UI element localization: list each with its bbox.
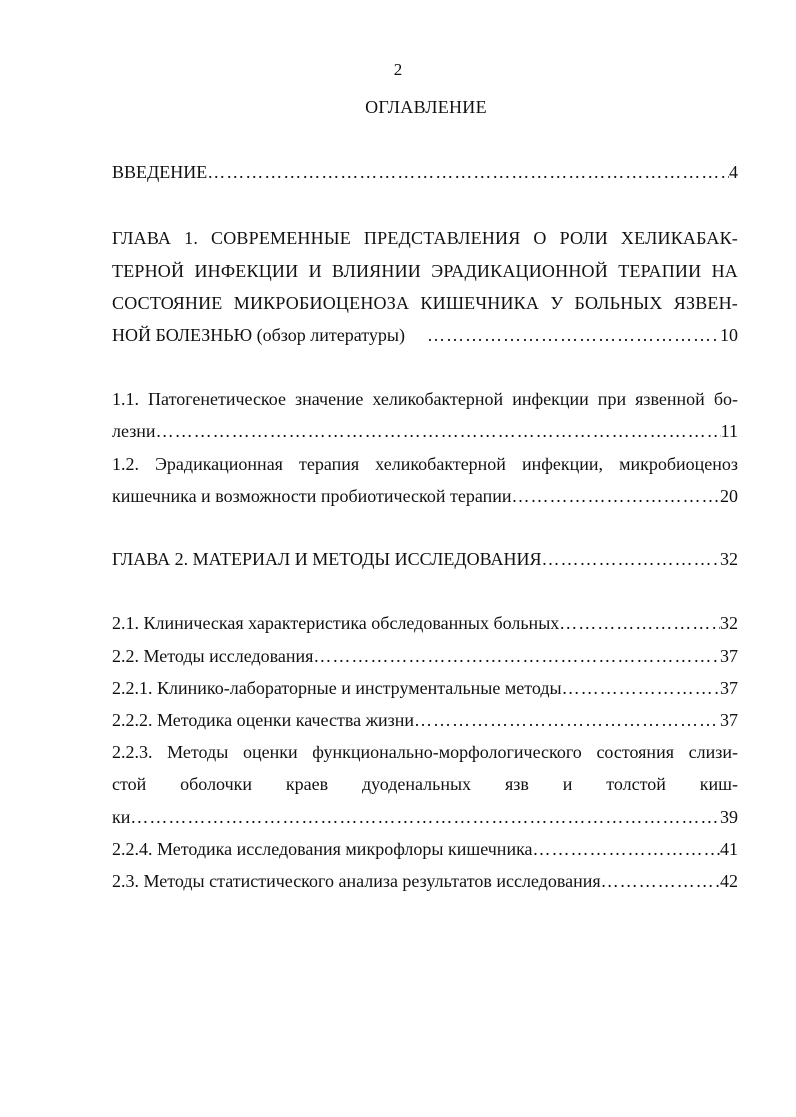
toc-entry-sec-2-2-3[interactable]	[112, 806, 738, 828]
chapter1-line-1: ГЛАВА 1. СОВРЕМЕННЫЕ ПРЕДСТАВЛЕНИЯ О РОЛИ ХЕЛИКАБАК-	[112, 228, 738, 248]
toc-entry-page: 39	[720, 807, 738, 827]
toc-entry-label: 2.2. Методы исследования	[112, 646, 314, 666]
toc-entry-label: 2.2.4. Методика исследования микрофлоры кишечника	[112, 839, 533, 859]
toc-entry-sec-2-2[interactable]	[112, 645, 738, 667]
toc-entry-sec-1-1[interactable]	[112, 420, 738, 442]
toc-entry-label: 2.2.2. Методика оценки качества жизни	[112, 710, 415, 730]
toc-entry-sec-2-3[interactable]	[112, 870, 738, 892]
leader-dots	[405, 324, 720, 346]
sec-2-2-3-line-1: 2.2.3. Методы оценки функционально-морфологического состояния слизи-	[112, 742, 738, 762]
leader-dots	[601, 870, 720, 892]
leader-dots	[313, 645, 720, 667]
toc-entry-label: ВВЕДЕНИЕ	[112, 162, 208, 182]
chapter1-line-3: СОСТОЯНИЕ МИКРОБИОЦЕНОЗА КИШЕЧНИКА У БОЛЬНЫХ ЯЗВЕН-	[112, 293, 738, 313]
toc-title: ОГЛАВЛЕНИЕ	[365, 97, 487, 117]
toc-entry-page: 32	[720, 549, 738, 569]
toc-entry-label: 2.3. Методы статистического анализа результатов исследования	[112, 871, 601, 891]
sec-2-2-3-line-2: стой оболочки краев дуоденальных язв и толстой киш-	[112, 774, 738, 794]
chapter1-line-2: ТЕРНОЙ ИНФЕКЦИИ И ВЛИЯНИИ ЭРАДИКАЦИОННОЙ ТЕРАПИИ НА	[112, 261, 738, 281]
toc-entry-page: 11	[720, 421, 738, 441]
toc-entry-intro[interactable]	[112, 161, 738, 183]
sec-1-2-line-1: 1.2. Эрадикационная терапия хеликобактерной инфекции, микробиоценоз	[112, 454, 738, 474]
leader-dots	[562, 677, 720, 699]
leader-dots	[533, 838, 720, 860]
leader-dots	[414, 709, 720, 731]
toc-entry-page: 32	[720, 613, 738, 633]
leader-dots	[156, 420, 721, 442]
toc-entry-page: 4	[729, 162, 738, 182]
toc-entry-sec-2-2-4[interactable]	[112, 838, 738, 860]
sec-1-1-line-1: 1.1. Патогенетическое значение хеликобактерной инфекции при язвенной бо-	[112, 389, 738, 409]
toc-entry-label: ГЛАВА 2. МАТЕРИАЛ И МЕТОДЫ ИССЛЕДОВАНИЯ	[112, 549, 542, 569]
page-number: 2	[393, 60, 403, 79]
toc-entry-chapter2[interactable]	[112, 548, 738, 570]
leader-dots	[207, 161, 729, 183]
leader-dots	[130, 806, 720, 828]
toc-entry-page: 42	[720, 871, 738, 891]
toc-entry-label: кишечника и возможности пробиотической терапии	[112, 486, 512, 506]
leader-dots	[512, 485, 720, 507]
toc-entry-sec-1-2[interactable]	[112, 485, 738, 507]
toc-entry-page: 37	[720, 678, 738, 698]
toc-entry-label: 2.1. Клиническая характеристика обследованных больных	[112, 613, 560, 633]
toc-entry-label: 2.2.1. Клинико-лабораторные и инструментальные методы	[112, 678, 562, 698]
leader-dots	[542, 548, 720, 570]
toc-entry-page: 37	[720, 710, 738, 730]
toc-entry-label: лезни	[112, 421, 156, 441]
toc-entry-page: 10	[720, 325, 738, 345]
toc-entry-page: 20	[720, 486, 738, 506]
toc-entry-label: ки	[112, 807, 131, 827]
toc-entry-sec-2-2-1[interactable]	[112, 677, 738, 699]
toc-entry-sec-2-1[interactable]	[112, 612, 738, 634]
leader-dots	[559, 612, 720, 634]
toc-entry-sec-2-2-2[interactable]	[112, 709, 738, 731]
toc-entry-chapter1[interactable]	[112, 324, 738, 346]
toc-entry-page: 41	[720, 839, 738, 859]
toc-entry-label: НОЙ БОЛЕЗНЬЮ (обзор литературы)	[112, 325, 405, 345]
toc-entry-page: 37	[720, 646, 738, 666]
